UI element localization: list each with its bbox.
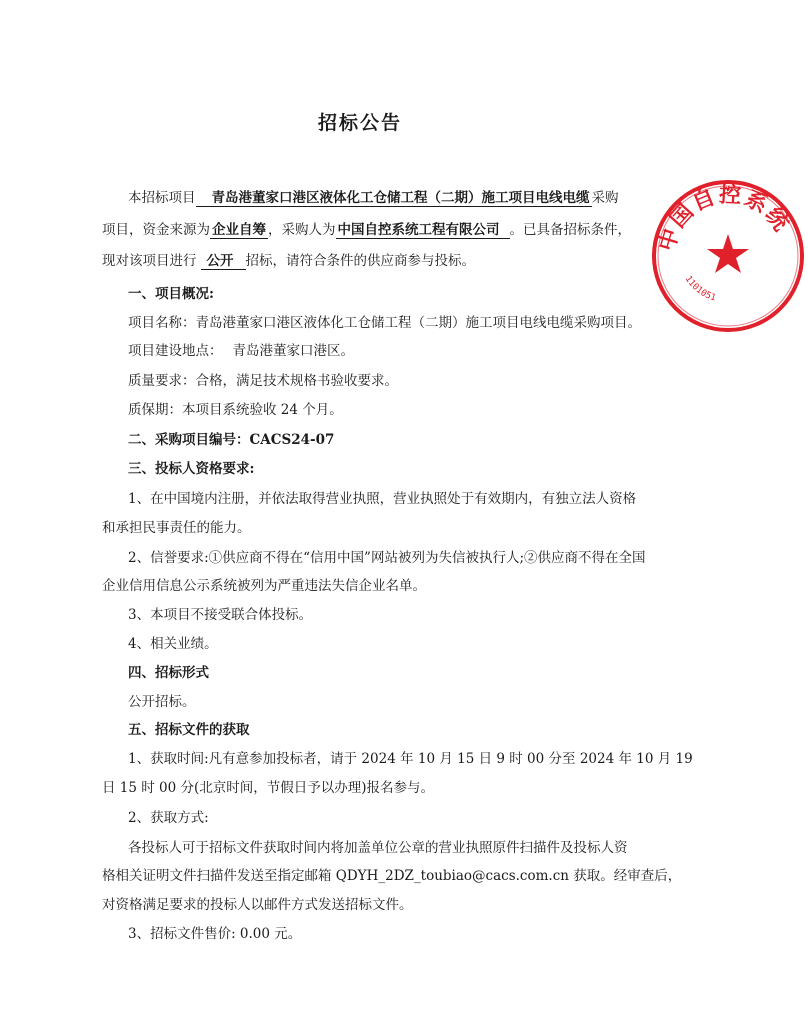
requirement-2a: 2、信誉要求:①供应商不得在“信用中国”网站被列为失信被执行人;②供应商不得在全国: [128, 550, 646, 566]
intro-line-2: [102, 218, 631, 238]
acquire-method-body-a: 各投标人可于招标文件获取时间内将加盖单位公章的营业执照原件扫描件及投标人资: [128, 840, 628, 856]
page-title: 招标公告: [317, 112, 402, 134]
requirement-1b: 和承担民事责任的能力。: [102, 520, 251, 536]
quality-line: 质量要求：合格，满足技术规格书验收要求。: [128, 373, 398, 389]
requirement-1a: 1、在中国境内注册，并依法取得营业执照，营业执照处于有效期内，有独立法人资格: [128, 491, 637, 507]
project-name-field: 青岛港董家口港区液体化工仓储工程（二期）施工项目电线电缆: [196, 190, 592, 207]
section-5-heading: 五、招标文件的获取: [128, 722, 250, 738]
location-value: 青岛港董家口港区。: [232, 343, 354, 359]
seal-number: 1101051: [682, 274, 718, 304]
warranty-line: 质保期：本项目系统验收 24 个月。: [128, 402, 343, 418]
acquire-time-b: 日 15 时 00 分(北京时间，节假日予以办理)报名参与。: [102, 780, 435, 796]
intro-text: ，采购人为: [268, 222, 336, 238]
acquire-method-label: 2、获取方式:: [128, 810, 209, 826]
requirement-4: 4、相关业绩。: [128, 636, 218, 652]
intro-line-1: [128, 186, 619, 206]
acquire-time-a: 1、获取时间:凡有意参加投标者，请于 2024 年 10 月 15 日 9 时 00 分至 2024 年 10 月 19: [128, 751, 693, 767]
acquire-method-body-c: 对资格满足要求的投标人以邮件方式发送招标文件。: [102, 897, 413, 913]
svg-text:中国自控系统: [654, 181, 795, 254]
section-1-heading: 一、项目概况:: [128, 286, 214, 302]
intro-text: 本招标项目: [128, 190, 196, 206]
seal-text: 中国自控系统: [654, 182, 795, 255]
section-2-heading: 二、采购项目编号：CACS24-07: [128, 432, 335, 448]
project-name-line: 项目名称：青岛港董家口港区液体化工仓储工程（二期）施工项目电线电缆采购项目。: [128, 315, 641, 331]
purchaser-field: 中国自控系统工程有限公司: [336, 222, 510, 239]
intro-line-3: [102, 249, 475, 269]
intro-text: 项目，资金来源为: [102, 222, 210, 238]
location-line: [128, 339, 354, 359]
acquire-method-body-b: 格相关证明文件扫描件发送至指定邮箱 QDYH_2DZ_toubiao@cacs.com.cn 获取。经审查后，: [102, 868, 682, 884]
intro-text: 招标，请符合条件的供应商参与投标。: [245, 253, 475, 269]
intro-text: 。已具备招标条件，: [509, 222, 631, 238]
requirement-3: 3、本项目不接受联合体投标。: [128, 607, 313, 623]
section-3-heading: 三、投标人资格要求:: [128, 461, 255, 477]
intro-text: 现对该项目进行: [102, 253, 197, 269]
seal-star-icon: [707, 234, 749, 273]
method-field: 公开: [201, 253, 246, 270]
location-label: 项目建设地点：: [128, 343, 223, 359]
bidding-form-text: 公开招标。: [128, 694, 196, 710]
section-4-heading: 四、招标形式: [128, 665, 209, 681]
company-seal-icon: [648, 176, 808, 336]
intro-text: 采购: [591, 190, 619, 206]
svg-text:1101051: [683, 274, 717, 303]
document-price: 3、招标文件售价: 0.00 元。: [128, 926, 302, 942]
requirement-2b: 企业信用信息公示系统被列为严重违法失信企业名单。: [102, 578, 426, 594]
fund-source-field: 企业自筹: [212, 222, 266, 238]
